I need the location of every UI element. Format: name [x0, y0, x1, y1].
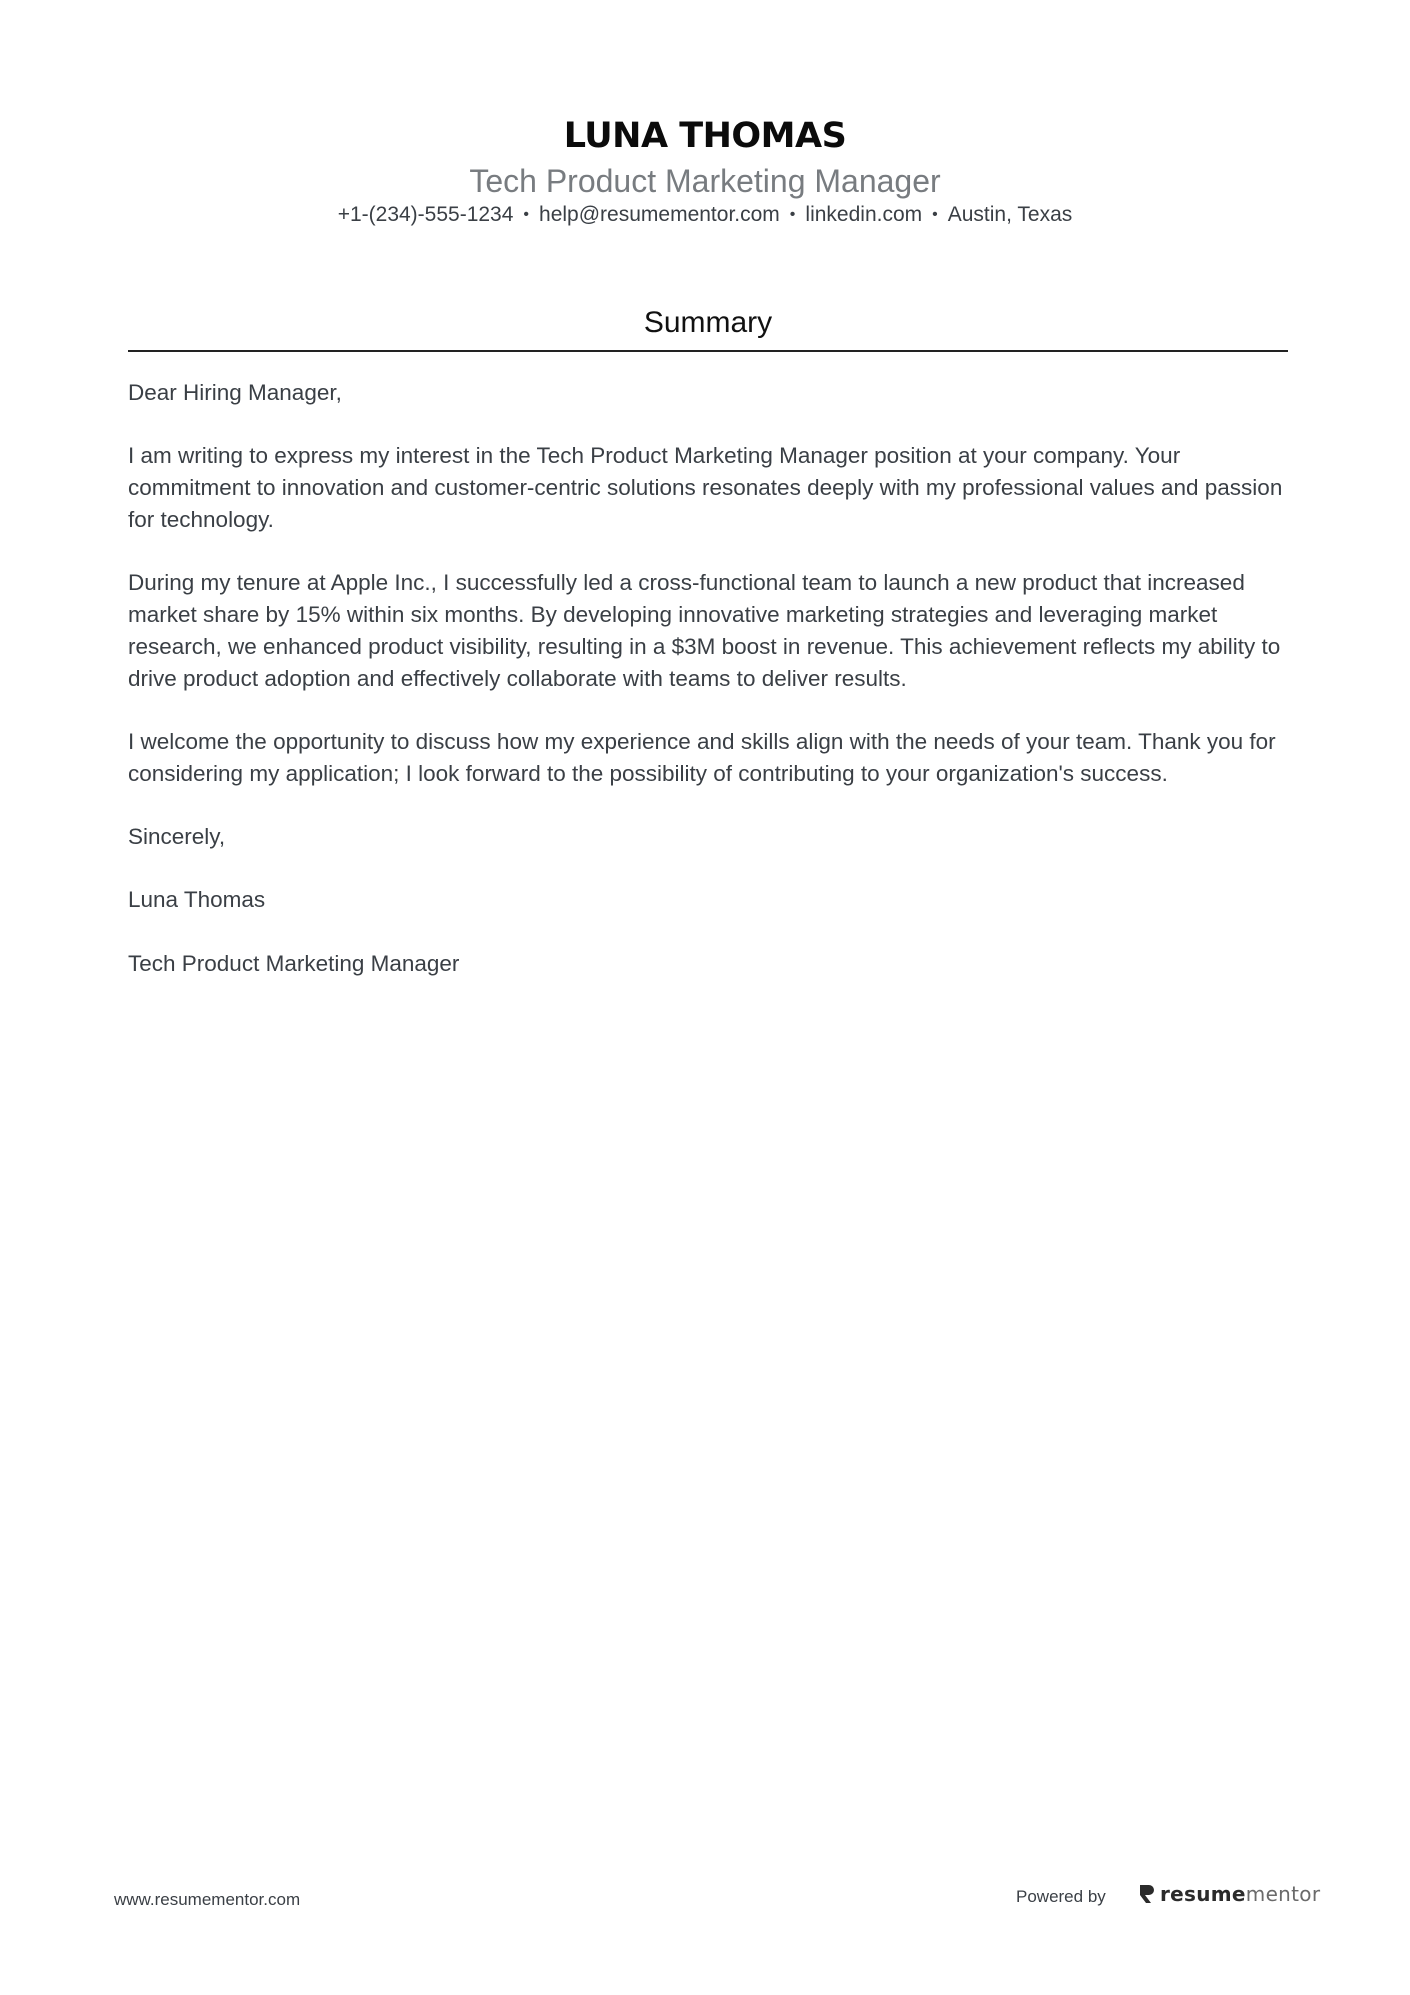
resumementor-logo-icon [1138, 1883, 1156, 1905]
letter-greeting: Dear Hiring Manager, [128, 380, 342, 405]
powered-by-label: Powered by [1016, 1887, 1106, 1906]
signature-title: Tech Product Marketing Manager [128, 950, 460, 976]
contact-location: Austin, Texas [947, 203, 1073, 226]
section-heading-summary: Summary [643, 306, 773, 339]
candidate-name: LUNA THOMAS [563, 116, 847, 156]
contact-separator: • [932, 206, 938, 223]
brand-logo[interactable] [1138, 1880, 1320, 1908]
letter-body [128, 377, 1288, 1011]
letter-paragraph: I am writing to express my interest in the Tech Product Marketing Manager position at your company. Your commitment to innovation and customer-centric solutions resonates deeply with my professional values and passion for technology. [128, 443, 1283, 532]
letter-paragraph: During my tenure at Apple Inc., I successfully led a cross-functional team to launch a new product that increased market share by 15% within six months. By developing innovative marketing strategies and leveraging market research, we enhanced product visibility, resulting in a $3M boost in revenue. This achievement reflects my ability to drive product adoption and effectively collaborate with teams to deliver results. [128, 570, 1281, 691]
contact-email[interactable]: help@resumementor.com [539, 203, 780, 226]
footer-website-link[interactable]: www.resumementor.com [114, 1890, 301, 1909]
contact-separator: • [523, 206, 530, 223]
letter-closing: Sincerely, [128, 823, 226, 849]
letter-paragraph: I welcome the opportunity to discuss how my experience and skills align with the needs of your team. Thank you for considering my application; I look forward to the possibility of contributing to your organization's success. [128, 728, 1276, 786]
contact-linkedin[interactable]: linkedin.com [805, 203, 923, 226]
candidate-title: Tech Product Marketing Manager [469, 163, 941, 199]
letter-header [0, 112, 1410, 230]
contact-separator: • [789, 206, 796, 223]
brand-wordmark-bold: resume [1160, 1882, 1246, 1906]
contact-line [0, 200, 1410, 230]
brand-wordmark [1160, 1882, 1320, 1906]
signature-name: Luna Thomas [128, 887, 266, 913]
contact-phone: +1-(234)-555-1234 [337, 203, 514, 226]
section-divider [128, 350, 1288, 352]
brand-wordmark-light: mentor [1245, 1882, 1321, 1906]
